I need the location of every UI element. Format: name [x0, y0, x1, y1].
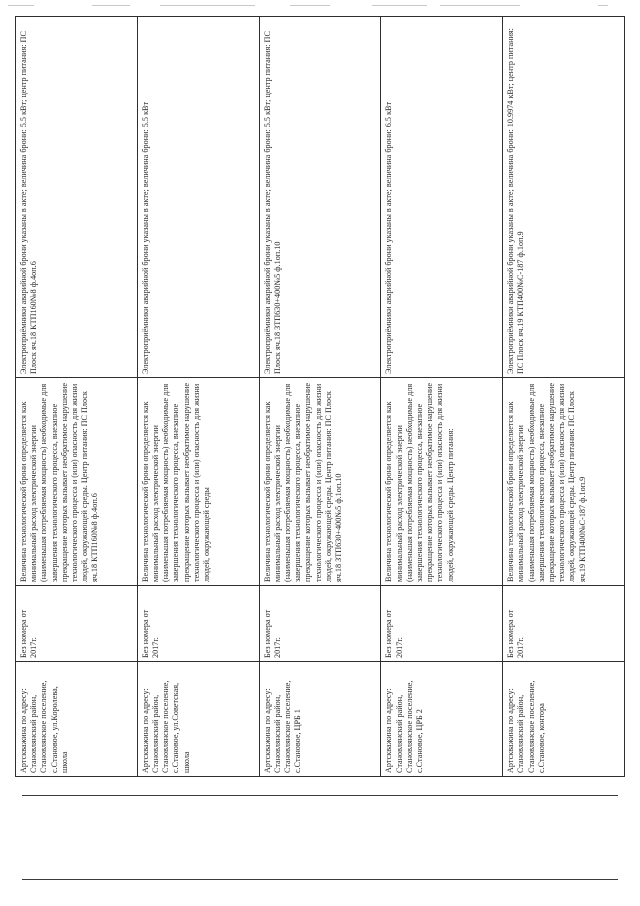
number-cell: Без номера от 2017г. [259, 586, 381, 662]
table-row [16, 17, 138, 777]
emergency-reserve-cell: Электроприёмники аварийной брони указаны в акте; величина брони: 5.5 кВт; центр питания: ПС Плоск яч.18 ЗТП630+400№5 ф.1оп.10 [259, 17, 381, 378]
tech-reserve-cell: Величина технологической брони определяется как минимальный расход электрической энергии (наименьшая потребляемая мощность) необходимые для завершения технологического процесса, внезапное прекращение которых вызывает необратимое нарушение технологического процесса и (или) опасность для жизни людей, окружающей среды. Центр питания: ПС Плоск яч.18 КТП160№8 ф.4оп.6 [16, 378, 138, 586]
table-row [137, 17, 259, 777]
tech-reserve-cell: Величина технологической брони определяется как минимальный расход электрической энергии (наименьшая потребляемая мощность) необходимые для завершения технологического процесса, внезапное прекращение которых вызывает необратимое нарушение технологического процесса и (или) опасность для жизни людей, окружающей среды. Центр питания: ПС Плоск яч.19 КТП400№С-187 ф.1оп.9 [503, 378, 625, 586]
emergency-reserve-cell: Электроприёмники аварийной брони указаны в акте; величина брони: 6.5 кВт [381, 17, 503, 378]
table-row [381, 17, 503, 777]
number-cell: Без номера от 2017г. [381, 586, 503, 662]
emergency-reserve-cell: Электроприёмники аварийной брони указаны в акте; величина брони: 5.5 кВт [137, 17, 259, 378]
table-row [503, 17, 625, 777]
address-cell: Артскважина по адресу: Становлянский район, Становлянское поселение, с.Становое, ЦРБ 2 [381, 662, 503, 777]
number-cell: Без номера от 2017г. [16, 586, 138, 662]
reserve-table [15, 16, 625, 777]
emergency-reserve-cell: Электроприёмники аварийной брони указаны в акте; величина брони: 10.9974 кВт; центр питания: ПС Плоск яч.19 КТП400№С-187 ф.1оп.9 [503, 17, 625, 378]
tech-reserve-cell: Величина технологической брони определяется как минимальный расход электрической энергии (наименьшая потребляемая мощность) необходимые для завершения технологического процесса, внезапное прекращение которых вызывает необратимое нарушение технологического процесса и (или) опасность для жизни людей, окружающей среды. Центр питания: ПС Плоск яч.18 ЗТП630+400№5 ф.1оп.10 [259, 378, 381, 586]
address-cell: Артскважина по адресу: Становлянский район, Становлянское поселение, с.Становое, ЦРБ 1 [259, 662, 381, 777]
tech-reserve-cell: Величина технологической брони определяется как минимальный расход электрической энергии (наименьшая потребляемая мощность) необходимые для завершения технологического процесса, внезапное прекращение которых вызывает необратимое нарушение технологического процесса и (или) опасность для жизни людей, окружающей среды [137, 378, 259, 586]
table-row [259, 17, 381, 777]
emergency-reserve-cell: Электроприёмники аварийной брони указаны в акте; величина брони: 5.5 кВт; центр питания: ПС Плоск яч.18 КТП160№8 ф.4оп.6 [16, 17, 138, 378]
number-cell: Без номера от 2017г. [503, 586, 625, 662]
address-cell: Артскважина по адресу: Становлянский район, Становлянское поселение, с.Становое, ул.Королева, школа [16, 662, 138, 777]
number-cell: Без номера от 2017г. [137, 586, 259, 662]
tech-reserve-cell: Величина технологической брони определяется как минимальный расход электрической энергии (наименьшая потребляемая мощность) необходимые для завершения технологического процесса, внезапное прекращение которых вызывает необратимое нарушение технологического процесса и (или) опасность для жизни людей, окружающей среды. Центр питания: [381, 378, 503, 586]
address-cell: Артскважина по адресу: Становлянский район, Становлянское поселение, с.Становое, ул.Советская, школа [137, 662, 259, 777]
bottom-rule-2 [22, 879, 618, 880]
bottom-rule-1 [22, 795, 618, 796]
address-cell: Артскважина по адресу: Становлянский район, Становлянское поселение, с.Становое, контора [503, 662, 625, 777]
